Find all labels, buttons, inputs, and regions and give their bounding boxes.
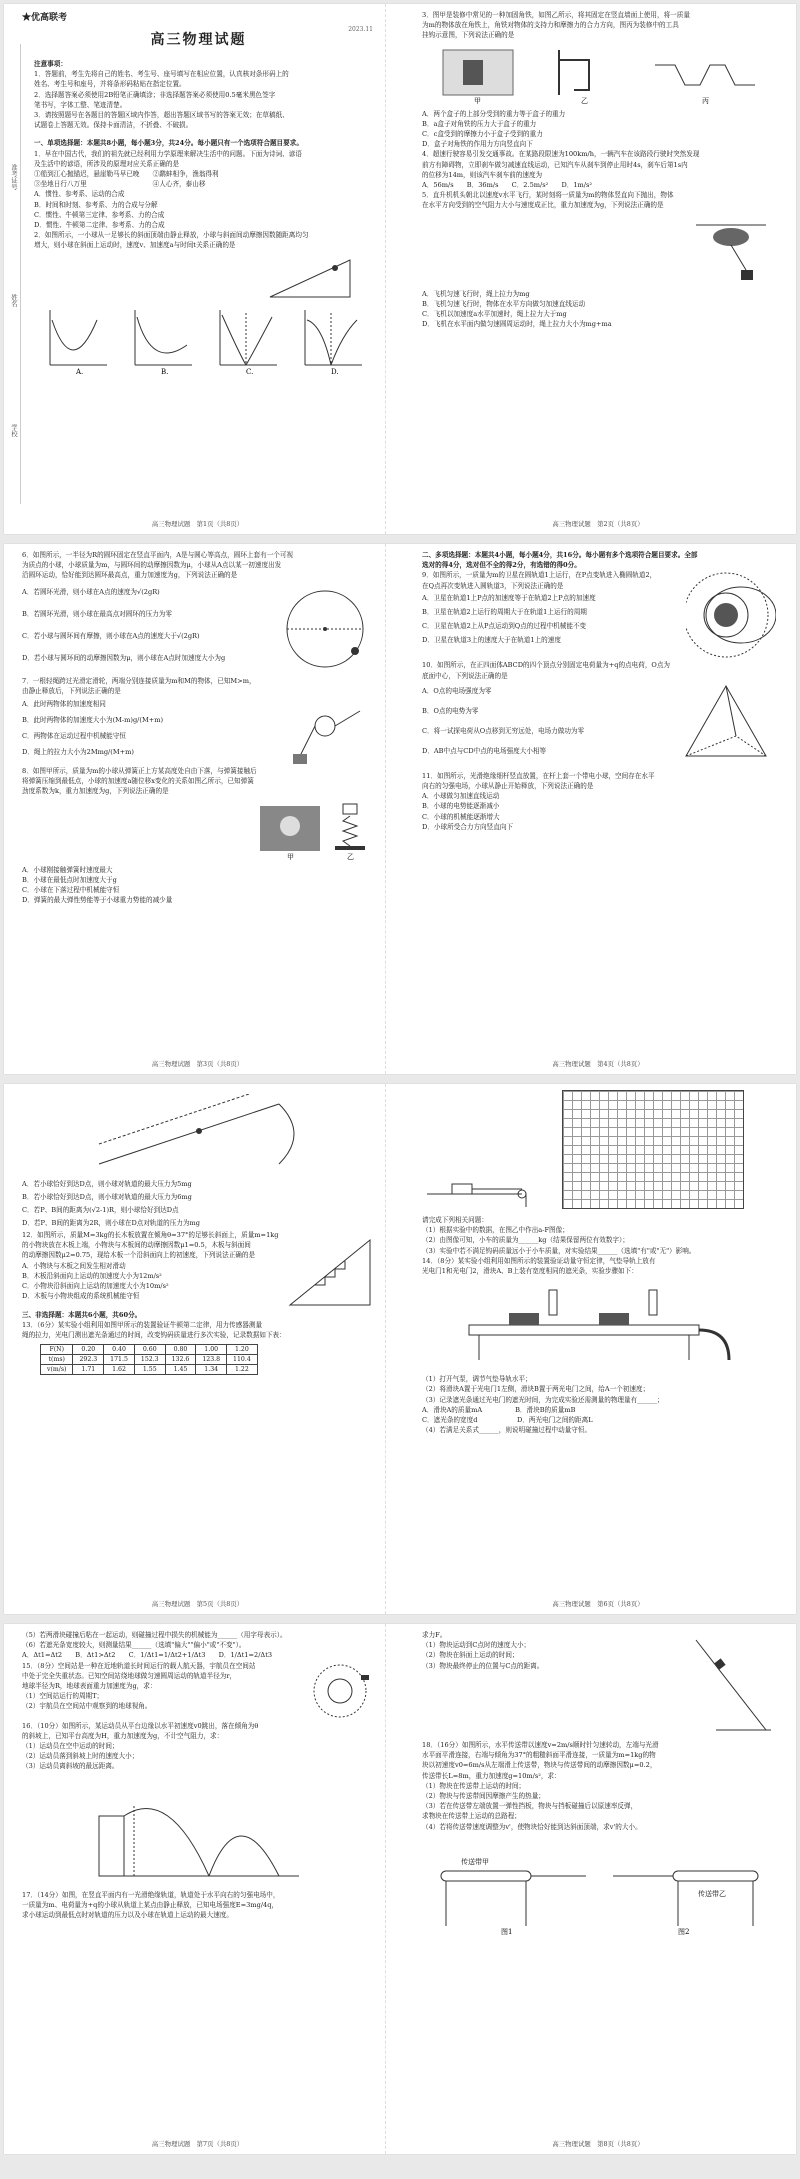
text-line: D．盒子对角铁的作用力方向竖直向下 (422, 140, 533, 149)
text-line: （2）物块与传送带间因摩擦产生的热量； (422, 1792, 545, 1801)
q12-options (22, 1230, 285, 1310)
ring-diagram (275, 581, 375, 676)
label-conveyor-b: 传送带乙 (697, 1889, 726, 1898)
graph-option-a (42, 305, 112, 375)
text-line: （5）若两滑块碰撞后粘在一起运动，则碰撞过程中损失的机械能为______（用字母表示）。 (22, 1631, 287, 1639)
text-line: （4）若将传送带速度调整为v'，使物块恰好能到达斜面顶端，求v'的大小。 (422, 1822, 642, 1831)
text-line: 为质点的小球，小球质量为m，与圆环间的动摩擦因数为μ，小球从A点以某一初速度出发 (22, 561, 282, 570)
text-line: B．小球在最低点时加速度大于g (22, 875, 117, 884)
text-line: （1）根据实验中的数据，在图乙中作出a-F图像； (422, 1226, 569, 1235)
text-line: 块以初速度v0=6m/s从左端滑上传送带，物块与传送带间的动摩擦因数μ=0.2， (422, 1761, 657, 1770)
table-cell: 171.5 (104, 1354, 135, 1364)
table-row (41, 1344, 258, 1354)
text-line: C．若P、B间的距离为(√2-1)R，则小球恰好到达D点 (22, 1206, 179, 1214)
text-line: C．若小球与圆环间有摩擦，则小球在A点的速度大于√(2gR) (22, 631, 200, 640)
text-line: A．惯性、参考系、运动的合成 (34, 190, 125, 199)
stairs-diagram (285, 1230, 375, 1310)
text-line: D．AB中点与CD中点的电场强度大小相等 (422, 746, 547, 755)
text-line: A．Δt1=Δt2 B．Δt1>Δt2 C．1/Δt1=1/Δt2+1/Δt3 D．1/Δt1=2/Δt3 (22, 1651, 273, 1660)
conveyor-figures (422, 1846, 776, 1936)
incline-diagram (265, 255, 355, 301)
q17-text (422, 1630, 686, 1740)
text-line: D．卫星在轨道3上的速度大于在轨道1上的速度 (422, 635, 561, 644)
conveyor-diagram-1 (426, 1846, 596, 1936)
text-line: C．小球的机械能逐渐增大 (422, 812, 500, 821)
incline-figure (34, 255, 355, 301)
text-line: D．若小球与圆环间的动摩擦因数为μ，则小球在A点时加速度大小为g (22, 653, 226, 662)
label-figure-2: 图2 (677, 1927, 689, 1936)
conveyor-diagram-2 (603, 1846, 773, 1936)
page1-body (22, 59, 375, 375)
cart-setup-diagram (422, 1149, 542, 1209)
text-line: 一质量为m、电荷量为+q的小球从轨道上某点由静止释放，已知电场强度E=3mg/4q， (22, 1900, 279, 1909)
q15-block (22, 1661, 375, 1721)
text-line: D．若P、B间的距离为2R，则小球在D点对轨道的压力为mg (22, 1219, 200, 1227)
text-line: （2）由图像可知，小车的质量为______kg（结果保留两位有效数字）； (422, 1236, 629, 1245)
table-cell: 1.20 (227, 1344, 258, 1354)
airtrack-figure (422, 1280, 776, 1370)
text-line: B．小球的电势能逐渐减小 (422, 802, 500, 811)
q6-options (22, 581, 275, 676)
text-line: 9．如图所示，一质量为m的卫星在圆轨道1上运行，在P点变轨进入椭圆轨道2， (422, 571, 657, 580)
table-cell: 292.3 (73, 1354, 104, 1364)
text-line: 4．超速行驶容易引发交通事故。在某路段限速为100km/h，一辆汽车在该路段行驶时突然发现 (422, 150, 700, 159)
text-line: 的小物块放在木板上端，小物块与木板间的动摩擦因数μ1=0.5，木板与斜面间 (22, 1241, 251, 1250)
text-line: B．若小球恰好到达D点，则小球对轨道的最大压力为6mg (22, 1193, 192, 1201)
page-footer: 高三物理试题 第1页（共8页） (151, 520, 244, 528)
text-line: ③坐地日行八万里 ④人心齐，泰山移 (34, 180, 206, 189)
text-line: B．木板沿斜面向上运动的加速度大小为12m/s² (22, 1271, 162, 1280)
text-line: 姓名、考生号和座号，并将条形码粘贴在指定位置。 (34, 80, 186, 89)
text-line: （2）将滑块A置于光电门1左侧，滑块B置于两光电门之间，给A一个初速度； (422, 1385, 650, 1394)
text-line: C．惯性、牛顿第三定律、参考系、力的合成 (34, 210, 165, 219)
text-line: 17．（14分）如图，在竖直平面内有一光滑绝缘轨道，轨道处于水平向右的匀强电场中， (22, 1890, 280, 1899)
text-line: A．两个盒子的上部分受到的重力等于盒子的重力 (422, 109, 566, 118)
page-footer: 高三物理试题 第3页（共8页） (151, 1060, 244, 1068)
text-line: 笔书写，字体工整、笔迹清楚。 (34, 100, 127, 109)
air-track-diagram (449, 1280, 749, 1370)
text-line: B．若圆环光滑，则小球在最高点对圆环的压力为零 (22, 609, 172, 618)
q17-block (422, 1630, 776, 1740)
text-line: A．小物块与木板之间发生相对滑动 (22, 1261, 126, 1270)
q12-block (22, 1230, 375, 1310)
spring-diagram (325, 801, 375, 861)
text-line: 向右的匀强电场，小球从静止开始释放，下列说法正确的是 (422, 782, 594, 791)
text-line: A．卫星在轨道1上P点的加速度等于在轨道2上P点的加速度 (422, 593, 596, 602)
data-table (40, 1344, 258, 1375)
svg-text:甲: 甲 (473, 96, 481, 105)
table-row (41, 1354, 258, 1364)
text-line: 14．（8分）某实验小组利用如图所示的装置验证动量守恒定律，气垫导轨上放有 (422, 1256, 656, 1265)
text-line: D．小球所受合力方向竖直向下 (422, 822, 514, 831)
text-line: 12．如图所示，质量M=3kg的长木板放置在倾角θ=37°的足够长斜面上，质量m=1kg (22, 1231, 279, 1239)
side-label-name: 姓名 (10, 294, 18, 307)
exam-date: 2023.11 (348, 26, 373, 33)
text-line: 1．早在中国古代，我们的祖先就已经利用力学原理来解决生活中的问题。下面为诗词、谚语 (34, 149, 302, 158)
text-line: 在水平方向受到的空气阻力大小与速度成正比，重力加速度为g，下列说法正确的是 (422, 201, 664, 210)
text-line: C．卫星在轨道2上从P点运动到Q点的过程中机械能不变 (422, 621, 587, 630)
text-line: （4）若满足关系式______，则说明碰撞过程中动量守恒。 (422, 1426, 592, 1435)
svg-text:甲: 甲 (287, 852, 294, 861)
text-line: 1．答题前，考生先将自己的姓名、考生号、座号填写在相应位置，认真核对条形码上的 (34, 70, 289, 79)
page-footer: 高三物理试题 第5页（共8页） (151, 1600, 244, 1608)
page-7 (10, 1624, 386, 2154)
page-2 (410, 4, 786, 534)
text-line: A．若小球恰好到达D点，则小球对轨道的最大压力为5mg (22, 1180, 192, 1188)
text-line: 地球半径为R，地球表面重力加速度为g，求： (22, 1682, 157, 1691)
table-cell: v(m/s) (41, 1364, 73, 1374)
page-title: 高三物理试题 (150, 32, 247, 48)
text-line: （1）物块在传送带上运动的时间； (422, 1781, 526, 1790)
text-line: （6）若遮光条宽度较大，则测量结果______（选填"偏大""偏小"或"不变"）。 (22, 1641, 246, 1650)
q6-block (22, 581, 375, 676)
text-line: （3）若在传送带左端放置一弹性挡板，物块与挡板碰撞后以原速率反弹， (422, 1802, 638, 1811)
table-cell: 1.22 (227, 1364, 258, 1374)
text-line: 请完成下列相关问题： (422, 1216, 488, 1224)
side-label-id: 准考证号 (10, 164, 18, 190)
helicopter-figure (422, 215, 776, 285)
text-line: A．若圆环光滑，则小球在A点的速度为√(2gR) (22, 587, 160, 596)
text-line: 注意事项： (34, 60, 67, 68)
projectile-figure (22, 1776, 375, 1886)
text-line: C．c盒受到的摩擦力小于盒子受到的重力 (422, 130, 543, 139)
photo-bracket (438, 45, 518, 105)
svg-text:B.: B. (160, 367, 169, 375)
exam-tag: ★优高联考 (22, 13, 68, 23)
text-line: 15．（8分）空间站是一种在近地轨道长时间运行的载人航天器，宇航员在空间站 (22, 1661, 256, 1670)
text-line: 的动摩擦因数μ2=0.75，现给木板一个沿斜面向上的初速度，下列说法正确的是 (22, 1251, 256, 1260)
text-line: 在Q点再次变轨进入圆轨道3，下列说法正确的是 (422, 581, 564, 590)
sheet-3 (4, 1084, 796, 1614)
text-line: A．滑块A的质量mA B．滑块B的质量mB (422, 1405, 576, 1414)
text-line: 2．选择题答案必须使用2B铅笔正确填涂；非选择题答案必须使用0.5毫米黑色签字 (34, 90, 276, 99)
text-line: D．弹簧的最大弹性势能等于小球重力势能的减少量 (22, 896, 173, 905)
q10-block (422, 681, 776, 771)
table-cell: 110.4 (227, 1354, 258, 1364)
text-line: （1）空间站运行的周期T； (22, 1692, 104, 1701)
tetrahedron-diagram (676, 681, 776, 771)
text-line: 前方有障碍物，立即刹车做匀减速直线运动，已知汽车从刹车到停止用时4s，刹车后第1s内 (422, 160, 688, 169)
binding-line (20, 44, 21, 504)
text-line: D．绳上的拉力大小为2Mmg/(M+m) (22, 748, 134, 757)
text-line: B．飞机匀速飞行时，物体在水平方向做匀加速直线运动 (422, 299, 586, 308)
projectile-diagram (89, 1776, 309, 1886)
text-line: 将弹簧压缩到最低点，小球的加速度a随位移x变化的关系如图乙所示，已知弹簧 (22, 777, 254, 786)
section-heading: 三、非选择题：本题共6小题，共60分。 (22, 1311, 142, 1319)
text-line: 6．如图所示，一半径为R的圆环固定在竖直平面内，A是与圆心等高点，圆环上套有一个可视 (22, 551, 294, 559)
table-cell: 1.62 (104, 1364, 135, 1374)
q9-options (422, 570, 686, 660)
text-line: 求物块在传送带上运动的总路程； (422, 1812, 521, 1821)
text-line: ①船到江心抛锚迟，悬崖勒马早已晚 ②鹬蚌相争，渔翁得利 (34, 170, 219, 179)
page-3 (10, 544, 386, 1074)
q13-figures (422, 1090, 776, 1209)
page-5 (10, 1084, 386, 1614)
table-cell: 1.55 (134, 1364, 165, 1374)
helicopter-diagram (686, 215, 776, 285)
text-line: A．此时两物体的加速度相同 (22, 700, 106, 709)
text-line: （2）运动员落到斜坡上时的速度大小； (22, 1752, 139, 1761)
table-cell: 1.71 (73, 1364, 104, 1374)
text-line: 3．图甲是装修中常见的一种加固角铁，如图乙所示，将其固定在竖直墙面上使用，将一质量 (422, 11, 690, 19)
side-label-school: 学校 (10, 424, 18, 437)
text-line: （1）运动员在空中运动的时间； (22, 1742, 119, 1751)
slope-diagram (686, 1630, 776, 1740)
text-line: （2）物块在斜面上运动的时间； (422, 1651, 519, 1660)
text-line: 11．如图所示，光滑绝缘细杆竖直放置，在杆上套一个带电小球，空间存在水平 (422, 771, 655, 780)
text-line: B．卫星在轨道2上运行的周期大于在轨道1上运行的周期 (422, 607, 587, 616)
table-cell: 0.40 (104, 1344, 135, 1354)
text-line: 10．如图所示，在正四面体ABCD的四个顶点分别固定电荷量为+q的点电荷，O点为 (422, 661, 671, 670)
text-line: A．O点的电场强度为零 (422, 686, 492, 695)
text-line: （3）运动员离斜坡的最远距离。 (22, 1762, 119, 1771)
text-line: 求小球运动到最低点时对轨道的压力以及小球在轨道上运动的最大速度。 (22, 1911, 233, 1920)
text-line: B．此时两物体的加速度大小为(M-m)g/(M+m) (22, 716, 164, 725)
ball-photo (255, 801, 325, 861)
text-line: B．时间和时刻、参考系、力的合成与分解 (34, 200, 158, 209)
table-cell: 1.34 (196, 1364, 227, 1374)
label-figure-1: 图1 (500, 1927, 512, 1936)
text-line: 18．（16分）如图所示，水平传送带以速度v=2m/s顺时针匀速转动，左端与光滑 (422, 1741, 659, 1749)
text-line: 为m的物体放在角铁上，角铁对物体的支持力和摩擦力的合力方向，图丙为装修中的工具 (422, 21, 679, 30)
spring-figures (22, 801, 375, 861)
graph-options (34, 305, 375, 375)
svg-text:D.: D. (331, 367, 339, 375)
text-line: 水平面平滑连接，右端与倾角为37°的粗糙斜面平滑连接，一质量为m=1kg的物 (422, 1751, 656, 1760)
page-footer: 高三物理试题 第8页（共8页） (552, 2140, 644, 2148)
text-line: 绳的拉力，光电门测出遮光条通过的时间，改变钩码质量进行多次实验，记录数据如下表： (22, 1331, 286, 1340)
graph-option-d (297, 305, 367, 375)
text-line: C．小物块沿斜面向上运动的加速度大小为10m/s² (22, 1282, 169, 1291)
page-footer: 高三物理试题 第4页（共8页） (552, 1060, 644, 1068)
text-line: B．a盒子对角铁的压力大于盒子的重力 (422, 119, 537, 128)
svg-text:乙: 乙 (347, 852, 354, 861)
track-figure (22, 1094, 375, 1174)
hook-diagram (650, 45, 760, 105)
text-line: D．惯性、牛顿第二定律、参考系、力的合成 (34, 221, 165, 230)
space-station-diagram (305, 1661, 375, 1721)
section-heading: 二、多项选择题：本题共4小题，每小题4分，共16分。每小题有多个选项符合题目要求。全部 (422, 551, 698, 559)
table-row (41, 1364, 258, 1374)
text-line: C．将一试探电荷从O点移到无穷远处，电场力做功为零 (422, 726, 585, 735)
text-line: A．飞机匀速飞行时，绳上拉力为mg (422, 289, 530, 298)
text-line: D．飞机在水平面内做匀速圆周运动时，绳上拉力大小为mg+ma (422, 320, 612, 329)
graph-option-b (127, 305, 197, 375)
page-6 (410, 1084, 786, 1614)
q10-options (422, 681, 676, 771)
q9-block (422, 570, 776, 660)
table-cell: 1.00 (196, 1344, 227, 1354)
bracket-figures (422, 45, 776, 105)
text-line: 劲度系数为k，重力加速度为g，下列说法正确的是 (22, 787, 169, 796)
text-line: A．小球做匀加速直线运动 (422, 792, 500, 801)
text-line: （3）实验中若不满足钩码质量远小于小车质量，对实验结果______（选填"有"或"无"）影响。 (422, 1246, 696, 1255)
svg-text:A.: A. (75, 367, 83, 375)
page-8 (410, 1624, 786, 2154)
sheet-4 (4, 1624, 796, 2154)
text-line: C．飞机以加速度a水平加速时，绳上拉力大于mg (422, 310, 567, 319)
svg-text:乙: 乙 (580, 96, 588, 105)
text-line: 由静止释放后，下列说法正确的是 (22, 686, 121, 695)
text-line: 的斜坡上，已知平台高度为H，重力加速度为g，不计空气阻力，求： (22, 1731, 224, 1740)
sheet-1 (4, 4, 796, 534)
q15-text (22, 1661, 305, 1721)
text-line: 3．请按照题号在各题目的答题区域内作答，超出答题区域书写的答案无效；在草稿纸、 (34, 111, 289, 120)
text-line: 2．如图所示，一小球从一足够长的斜面顶端由静止释放，小球与斜面间动摩擦因数随距离均匀 (34, 231, 309, 240)
orbit-diagram (686, 570, 776, 660)
text-line: 挂钩示意图，下列说法正确的是 (422, 31, 515, 40)
table-cell: 0.80 (165, 1344, 196, 1354)
section-heading: 一、单项选择题：本题共8小题，每小题3分，共24分。每小题只有一个选项符合题目要求。 (34, 139, 303, 148)
table-cell: 0.20 (73, 1344, 104, 1354)
section-heading: 选对的得4分，选对但不全的得2分，有选错的得0分。 (422, 561, 581, 570)
wall-bracket (549, 45, 619, 105)
pulley-diagram (285, 696, 375, 766)
page-footer: 高三物理试题 第7页（共8页） (151, 2140, 244, 2148)
text-line: （3）记录遮光条通过光电门的遮光时间，为完成实验还需测量的物理量有______； (422, 1395, 664, 1404)
text-line: 8．如图甲所示，质量为m的小球从弹簧正上方某高度处自由下落，与弹簧接触后 (22, 767, 257, 776)
text-line: A．56m/s B．36m/s C．2.5m/s² D．1m/s² (422, 181, 593, 190)
text-line: （1）物块运动到C点时的速度大小； (422, 1641, 531, 1650)
text-line: （3）物块最终停止的位置与C点的距离。 (422, 1661, 544, 1670)
text-line: 及生活中的谚语，所涉及的原理对应关系正确的是 (34, 159, 180, 168)
text-line: 13．（6分）某实验小组利用如图甲所示的装置验证牛顿第二定律，用力传感器测量 (22, 1321, 263, 1330)
text-line: B．O点的电势为零 (422, 706, 479, 715)
text-line: C．小球在下落过程中机械能守恒 (22, 886, 120, 895)
text-line: 增大，则小球在斜面上运动时，速度v、加速度a与时间t关系正确的是 (34, 241, 236, 250)
page-footer: 高三物理试题 第2页（共8页） (552, 520, 644, 528)
text-line: 的位移为14m，则该汽车刹车前的速度为 (422, 170, 543, 179)
text-line: 7．一根轻绳跨过光滑定滑轮，两端分别连接质量为m和M的物体，已知M>m， (22, 676, 256, 685)
text-line: 沿圆环运动，恰好能到达圆环最高点，重力加速度为g，下列说法正确的是 (22, 571, 238, 580)
label-conveyor-a: 传送带甲 (460, 1857, 489, 1866)
table-cell: 123.8 (196, 1354, 227, 1364)
text-line: D．木板与小物块组成的系统机械能守恒 (22, 1292, 140, 1301)
text-line: 求力F。 (422, 1631, 447, 1639)
text-line: C．遮光条的宽度d D．两光电门之间的距离L (422, 1416, 593, 1425)
text-line: （2）宇航员在空间站中观察到的地球视角。 (22, 1702, 152, 1711)
svg-text:丙: 丙 (702, 96, 710, 105)
q7-options (22, 696, 285, 766)
page-1 (10, 4, 386, 534)
page-4 (410, 544, 786, 1074)
text-line: 底面中心，下列说法正确的是 (422, 671, 508, 680)
table-cell: 132.6 (165, 1354, 196, 1364)
text-line: 16．（10分）如图所示，某运动员从平台边缘以水平初速度v0跳出，落在倾角为θ (22, 1721, 259, 1730)
q7-block (22, 696, 375, 766)
text-line: A．小球刚接触弹簧时速度最大 (22, 865, 113, 874)
text-line: C．两物体在运动过程中机械能守恒 (22, 732, 126, 741)
table-cell: 0.60 (134, 1344, 165, 1354)
sheet-2 (4, 544, 796, 1074)
graph-option-c (212, 305, 282, 375)
text-line: （1）打开气泵，调节气垫导轨水平； (422, 1375, 532, 1384)
table-cell: 1.45 (165, 1364, 196, 1374)
graph-paper (562, 1090, 744, 1209)
page-footer: 高三物理试题 第6页（共8页） (552, 1600, 644, 1608)
table-cell: F(N) (41, 1344, 73, 1354)
table-cell: t(ms) (41, 1354, 73, 1364)
text-line: 试题卷上答题无效。保持卡面清洁，不折叠、不破损。 (34, 121, 193, 130)
table-cell: 152.3 (134, 1354, 165, 1364)
text-line: 5．直升机机头朝北以速度v水平飞行，某时刻将一质量为m的物体竖直向下抛出，物体 (422, 191, 674, 200)
text-line: 光电门1和光电门2，滑块A、B上装有宽度相同的遮光条，实验步骤如下： (422, 1267, 638, 1276)
svg-text:C.: C. (246, 367, 254, 375)
text-line: 中处于完全失重状态。已知空间站绕地球做匀速圆周运动的轨道半径为r， (22, 1671, 237, 1680)
track-diagram (79, 1094, 319, 1174)
text-line: 传送带长L=8m，重力加速度g=10m/s²，求： (422, 1771, 561, 1780)
